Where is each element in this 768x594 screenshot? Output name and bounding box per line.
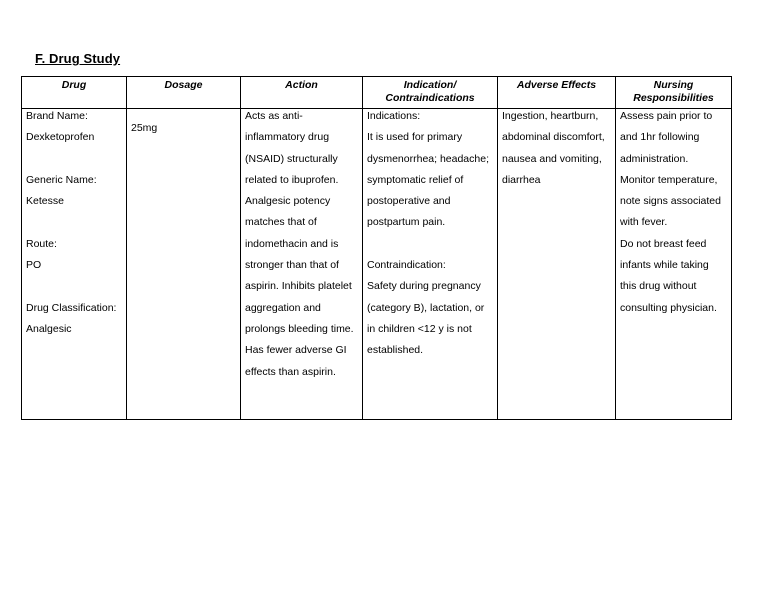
table-row (22, 109, 732, 420)
cell-text-line: Safety during pregnancy (367, 280, 481, 293)
cell-text-line: matches that of (245, 216, 317, 229)
cell-text-line: Monitor temperature, (620, 173, 718, 186)
cell-text-line: this drug without (620, 280, 697, 293)
dosage-cell (127, 109, 241, 420)
cell-text-line: established. (367, 344, 424, 357)
cell-text-line: postpartum pain. (367, 216, 446, 229)
cell-text-line: Acts as anti- (245, 110, 303, 122)
cell-text-line: consulting physician. (620, 301, 717, 314)
cell-text-line: Brand Name: (26, 110, 88, 122)
dosage-value: 25mg (131, 122, 158, 134)
header-dosage: Dosage (127, 77, 241, 109)
cell-text-line (26, 279, 122, 300)
indication-cell (363, 109, 498, 420)
adverse-effects-cell (498, 109, 616, 420)
cell-text-line: Generic Name: (26, 173, 97, 186)
drug-cell (22, 109, 127, 420)
cell-text-line: postoperative and (367, 195, 451, 208)
cell-text-line: (category B), lactation, or (367, 301, 485, 314)
cell-text-line: PO (26, 259, 42, 272)
cell-text-line: with fever. (620, 216, 668, 229)
cell-text-line: administration. (620, 152, 689, 165)
cell-text-line: Analgesic (26, 322, 72, 335)
header-row (22, 77, 732, 109)
action-cell (241, 109, 363, 420)
cell-text-line: stronger than that of (245, 259, 339, 272)
header-indication: Indication/ Contraindications (363, 77, 498, 109)
cell-text-line: Dexketoprofen (26, 131, 95, 144)
cell-text-line: abdominal discomfort, (502, 131, 605, 144)
cell-text-line: Ingestion, heartburn, (502, 110, 599, 122)
cell-text-line: and 1hr following (620, 131, 700, 144)
cell-text-line: dysmenorrhea; headache; (367, 152, 489, 165)
header-drug: Drug (22, 77, 127, 109)
cell-text-line: inflammatory drug (245, 131, 330, 144)
cell-text-line: symptomatic relief of (367, 173, 464, 186)
header-adverse-effects: Adverse Effects (498, 77, 616, 109)
cell-text-line: diarrhea (502, 173, 541, 186)
cell-text-line: (NSAID) structurally (245, 152, 338, 165)
cell-text-line: Route: (26, 237, 57, 250)
cell-text-line: Drug Classification: (26, 301, 117, 314)
cell-text-line: It is used for primary (367, 131, 463, 144)
cell-text-line: Do not breast feed (620, 237, 707, 250)
cell-text-line (26, 215, 122, 236)
cell-text-line: nausea and vomiting, (502, 152, 602, 165)
cell-text-line: Contraindication: (367, 259, 446, 272)
cell-text-line (367, 237, 493, 258)
cell-text-line: effects than aspirin. (245, 365, 336, 378)
document-title: F. Drug Study (35, 51, 121, 66)
cell-text-line: note signs associated (620, 195, 721, 208)
cell-text-line: in children <12 y is not (367, 322, 472, 335)
drug-study-table (21, 76, 732, 420)
cell-text-line: Assess pain prior to (620, 110, 713, 122)
cell-text-line: Has fewer adverse GI (245, 344, 347, 357)
header-action: Action (241, 77, 363, 109)
nursing-cell (616, 109, 732, 420)
header-nursing: Nursing Responsibilities (616, 77, 732, 109)
cell-text-line (26, 152, 122, 173)
cell-text-line: Indications: (367, 110, 421, 122)
cell-text-line: related to ibuprofen. (245, 173, 339, 186)
cell-text-line: aggregation and (245, 301, 321, 314)
cell-text-line: aspirin. Inhibits platelet (245, 280, 352, 293)
cell-text-line: indomethacin and is (245, 237, 339, 250)
cell-text-line: infants while taking (620, 259, 709, 272)
cell-text-line: prolongs bleeding time. (245, 322, 354, 335)
cell-text-line: Ketesse (26, 195, 64, 208)
cell-text-line: Analgesic potency (245, 195, 331, 208)
